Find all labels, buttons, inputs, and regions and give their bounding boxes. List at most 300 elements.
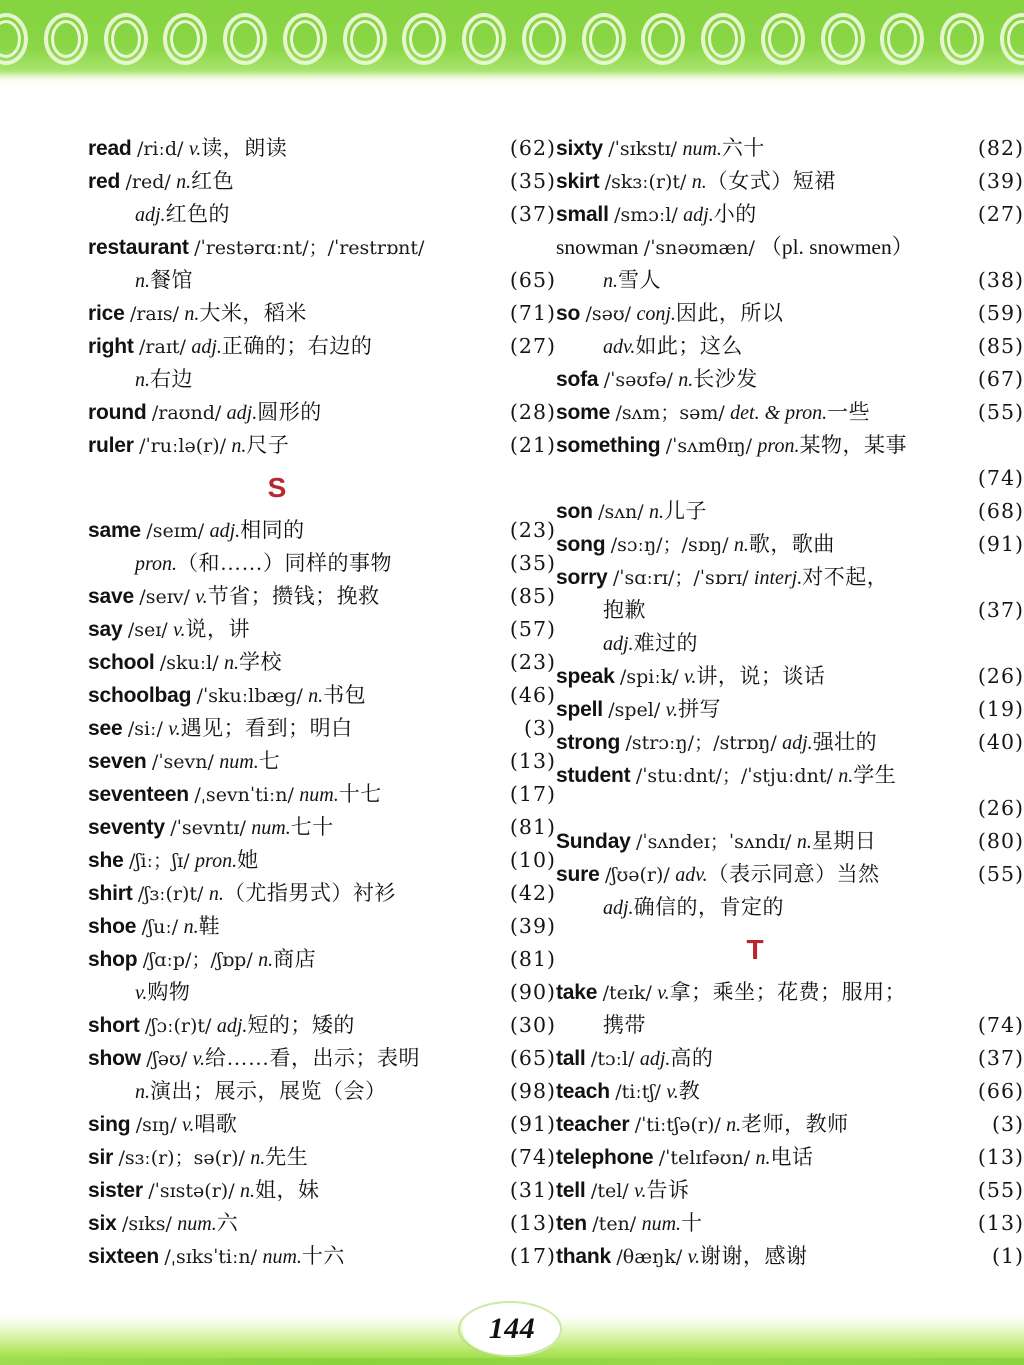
entry-pronunciation: /riːd/ bbox=[136, 138, 184, 160]
entry-part-of-speech: n. bbox=[176, 171, 192, 193]
entry-page-reference: (1) bbox=[991, 1244, 1024, 1268]
entry-definition: 教 bbox=[678, 1079, 701, 1103]
glossary-entry bbox=[556, 561, 1024, 594]
entry-pronunciation: /tel/ bbox=[590, 1180, 629, 1202]
entry-definition: 学校 bbox=[239, 650, 283, 674]
entry-headword: sister bbox=[88, 1179, 143, 1202]
entry-definition: 圆形的 bbox=[257, 400, 322, 424]
entry-page-reference: (74) bbox=[509, 1145, 556, 1169]
glossary-entry bbox=[88, 429, 556, 462]
entry-part-of-speech: n. bbox=[308, 685, 324, 707]
glossary-entry-continuation bbox=[556, 264, 1024, 297]
entry-definition: 右边 bbox=[150, 367, 193, 391]
entry-part-of-speech: n. bbox=[231, 435, 247, 457]
glossary-entry bbox=[88, 778, 556, 811]
entry-page-reference: (23) bbox=[509, 650, 556, 674]
entry-page-reference: (23) bbox=[509, 518, 556, 542]
entry-headword: seventeen bbox=[88, 783, 189, 806]
entry-page-reference: (13) bbox=[977, 1145, 1024, 1169]
glossary-entry-continuation bbox=[88, 264, 556, 297]
entry-definition: 老师，教师 bbox=[741, 1112, 849, 1136]
entry-part-of-speech: n. bbox=[239, 1180, 255, 1202]
ring-icon bbox=[223, 13, 267, 65]
entry-part-of-speech: n. bbox=[726, 1114, 742, 1136]
entry-page-reference: (39) bbox=[509, 914, 556, 938]
entry-headword: telephone bbox=[556, 1146, 654, 1169]
entry-page-reference: (65) bbox=[509, 268, 556, 292]
entry-page-reference: (17) bbox=[509, 1244, 556, 1268]
glossary-entry bbox=[556, 429, 1024, 462]
entry-definition: 讲，说；谈话 bbox=[696, 664, 826, 688]
entry-definition: 红色的 bbox=[165, 202, 231, 226]
entry-headword: student bbox=[556, 764, 631, 787]
entry-definition: 学生 bbox=[853, 763, 897, 787]
entry-definition: 强壮的 bbox=[812, 730, 878, 754]
entry-headword: short bbox=[88, 1014, 140, 1037]
entry-pronunciation: /ʃiː；ʃɪ/ bbox=[128, 850, 190, 872]
glossary-entry-continuation bbox=[556, 792, 1024, 825]
entry-headword: teacher bbox=[556, 1113, 630, 1136]
entry-definition: 确信的，肯定的 bbox=[633, 895, 785, 919]
entry-definition: 购物 bbox=[147, 980, 191, 1004]
entry-headword: tall bbox=[556, 1047, 586, 1070]
entry-headword: round bbox=[88, 401, 147, 424]
ring-icon bbox=[641, 13, 685, 65]
entry-part-of-speech: adv. bbox=[675, 864, 708, 886]
entry-pronunciation: /sɜː(r)；sə(r)/ bbox=[118, 1147, 245, 1169]
entry-page-reference: (62) bbox=[509, 136, 556, 160]
glossary-entry bbox=[556, 759, 1024, 792]
entry-page-reference: (27) bbox=[977, 202, 1024, 226]
entry-page-reference: (10) bbox=[509, 848, 556, 872]
entry-page-reference: (66) bbox=[977, 1079, 1024, 1103]
glossary-entry bbox=[556, 1240, 1024, 1273]
ring-icon bbox=[104, 13, 148, 65]
entry-part-of-speech: num. bbox=[177, 1213, 217, 1235]
entry-pronunciation: /smɔːl/ bbox=[614, 204, 678, 226]
entry-part-of-speech: pron. bbox=[757, 435, 800, 457]
entry-page-reference: (68) bbox=[977, 499, 1024, 523]
entry-definition: 难过的 bbox=[633, 631, 699, 655]
entry-page-reference: (85) bbox=[509, 584, 556, 608]
ring-icon bbox=[343, 13, 387, 65]
entry-page-reference: (26) bbox=[977, 664, 1024, 688]
entry-pronunciation: /ˌsɪksˈtiːn/ bbox=[164, 1246, 258, 1268]
glossary-entry-continuation bbox=[88, 1075, 556, 1108]
entry-definition: （尤指男式）衬衫 bbox=[223, 881, 396, 905]
entry-pronunciation: /raɪt/ bbox=[139, 336, 186, 358]
entry-definition: 说，讲 bbox=[185, 617, 250, 641]
entry-headword: same bbox=[88, 519, 141, 542]
entry-part-of-speech: adj. bbox=[135, 204, 166, 226]
entry-part-of-speech: adj. bbox=[603, 633, 634, 655]
entry-definition: 六十 bbox=[721, 136, 765, 160]
entry-definition: 七 bbox=[258, 749, 281, 773]
page-header-decoration bbox=[0, 0, 1024, 86]
entry-page-reference: (13) bbox=[509, 1211, 556, 1235]
entry-page-reference: (81) bbox=[509, 947, 556, 971]
entry-definition: 小的 bbox=[713, 202, 757, 226]
entry-headword: some bbox=[556, 401, 611, 424]
entry-pronunciation: /ˈsɑːrɪ/；/ˈsɒrɪ/ bbox=[612, 567, 749, 589]
entry-pronunciation: /tiːtʃ/ bbox=[615, 1081, 661, 1103]
entry-definition: 节省；攒钱；挽救 bbox=[207, 584, 380, 608]
entry-headword: song bbox=[556, 533, 606, 556]
entry-pronunciation: /seɪv/ bbox=[139, 586, 190, 608]
entry-page-reference: (19) bbox=[977, 697, 1024, 721]
entry-definition: 先生 bbox=[265, 1145, 309, 1169]
entry-headword: something bbox=[556, 434, 661, 457]
entry-headword: Sunday bbox=[556, 830, 631, 853]
entry-headword: strong bbox=[556, 731, 621, 754]
entry-definition: 十七 bbox=[338, 782, 382, 806]
glossary-entry bbox=[88, 1108, 556, 1141]
ring-icon bbox=[163, 13, 207, 65]
entry-headword: shop bbox=[88, 948, 138, 971]
glossary-entry bbox=[88, 132, 556, 165]
glossary-entry bbox=[88, 613, 556, 646]
entry-headword: six bbox=[88, 1212, 117, 1235]
ring-icon bbox=[940, 13, 984, 65]
ring-icon bbox=[1000, 13, 1024, 65]
entry-pronunciation: /spel/ bbox=[608, 699, 661, 721]
glossary-entry bbox=[556, 396, 1024, 429]
glossary-entry bbox=[88, 165, 556, 198]
entry-part-of-speech: n. bbox=[258, 949, 274, 971]
ring-icon bbox=[701, 13, 745, 65]
entry-part-of-speech: v. bbox=[634, 1180, 647, 1202]
ring-icon bbox=[462, 13, 506, 65]
ring-icon bbox=[880, 13, 924, 65]
entry-part-of-speech: n. bbox=[838, 765, 854, 787]
entry-part-of-speech: n. bbox=[183, 916, 199, 938]
entry-part-of-speech: v. bbox=[188, 138, 202, 160]
ring-icon bbox=[283, 13, 327, 65]
entry-headword: teach bbox=[556, 1080, 610, 1103]
entry-headword: say bbox=[88, 618, 123, 641]
entry-page-reference: (35) bbox=[509, 169, 556, 193]
glossary-entry bbox=[88, 1009, 556, 1042]
glossary-entry bbox=[88, 844, 556, 877]
glossary-entry bbox=[88, 943, 556, 976]
glossary-entry bbox=[88, 1141, 556, 1174]
entry-headword: school bbox=[88, 651, 155, 674]
glossary-entry-continuation bbox=[556, 594, 1024, 627]
glossary-entry bbox=[556, 528, 1024, 561]
entry-pronunciation: /tɔːl/ bbox=[590, 1048, 635, 1070]
entry-definition: 对不起， bbox=[802, 565, 889, 589]
entry-pronunciation: /ʃɑːp/；/ʃɒp/ bbox=[142, 949, 253, 971]
entry-part-of-speech: n. bbox=[135, 270, 150, 292]
entry-pronunciation: /seɪ/ bbox=[127, 619, 168, 641]
glossary-entry bbox=[88, 1207, 556, 1240]
entry-headword: snowman bbox=[556, 235, 639, 259]
entry-page-reference: (85) bbox=[977, 334, 1024, 358]
entry-headword: take bbox=[556, 981, 598, 1004]
page-number: 144 bbox=[488, 1312, 536, 1345]
entry-pronunciation: /ˌsevnˈtiːn/ bbox=[194, 784, 294, 806]
glossary-entry bbox=[556, 825, 1024, 858]
entry-page-reference: (39) bbox=[977, 169, 1024, 193]
glossary-column-right bbox=[556, 132, 1024, 1273]
glossary-entry bbox=[556, 132, 1024, 165]
entry-definition: 餐馆 bbox=[150, 268, 193, 292]
entry-part-of-speech: pron. bbox=[135, 553, 178, 575]
ring-icon bbox=[44, 13, 88, 65]
entry-pronunciation: /sʌm；səm/ bbox=[615, 402, 725, 424]
entry-page-reference: (38) bbox=[977, 268, 1024, 292]
glossary-entry bbox=[88, 646, 556, 679]
glossary-entry bbox=[556, 1207, 1024, 1240]
glossary-entry bbox=[556, 1108, 1024, 1141]
entry-pronunciation: /ʃəʊ/ bbox=[146, 1048, 188, 1070]
entry-part-of-speech: n. bbox=[250, 1147, 266, 1169]
entry-plural-note: （pl. snowmen） bbox=[760, 235, 914, 259]
glossary-entry bbox=[556, 660, 1024, 693]
ring-icon bbox=[582, 13, 626, 65]
entry-pronunciation: /θæŋk/ bbox=[616, 1246, 683, 1268]
glossary-columns bbox=[0, 132, 1024, 1273]
entry-page-reference: (3) bbox=[523, 716, 556, 740]
entry-definition: 十六 bbox=[301, 1244, 345, 1268]
entry-part-of-speech: v. bbox=[182, 1114, 195, 1136]
entry-definition: 鞋 bbox=[198, 914, 221, 938]
entry-definition: 歌，歌曲 bbox=[748, 532, 835, 556]
glossary-entry bbox=[556, 1174, 1024, 1207]
entry-part-of-speech: n. bbox=[224, 652, 240, 674]
entry-part-of-speech: v. bbox=[684, 666, 697, 688]
entry-definition: 读，朗读 bbox=[201, 136, 288, 160]
entry-page-reference: (59) bbox=[977, 301, 1024, 325]
entry-headword: son bbox=[556, 500, 593, 523]
entry-headword: schoolbag bbox=[88, 684, 192, 707]
entry-part-of-speech: num. bbox=[682, 138, 722, 160]
glossary-entry bbox=[88, 877, 556, 910]
ring-icon bbox=[0, 13, 28, 65]
entry-definition: 儿子 bbox=[664, 499, 708, 523]
entry-page-reference: (26) bbox=[977, 796, 1024, 820]
entry-page-reference: (55) bbox=[977, 1178, 1024, 1202]
entry-part-of-speech: n. bbox=[208, 883, 224, 905]
glossary-entry bbox=[88, 1042, 556, 1075]
entry-part-of-speech: n. bbox=[603, 270, 618, 292]
entry-page-reference: (98) bbox=[509, 1079, 556, 1103]
glossary-entry bbox=[88, 745, 556, 778]
entry-headword: sixty bbox=[556, 137, 603, 160]
entry-page-reference: (74) bbox=[977, 1013, 1024, 1037]
entry-definition: 六 bbox=[216, 1211, 239, 1235]
entry-definition: 商店 bbox=[273, 947, 317, 971]
entry-headword: tell bbox=[556, 1179, 586, 1202]
entry-pronunciation: /sɪŋ/ bbox=[135, 1114, 177, 1136]
entry-part-of-speech: v. bbox=[665, 699, 679, 721]
glossary-entry bbox=[556, 363, 1024, 396]
entry-pronunciation: /ʃɜː(r)t/ bbox=[137, 883, 204, 905]
entry-page-reference: (30) bbox=[509, 1013, 556, 1037]
entry-headword: save bbox=[88, 585, 134, 608]
glossary-entry bbox=[556, 165, 1024, 198]
entry-definition: 给……看，出示；表明 bbox=[205, 1046, 421, 1070]
entry-definition: （和……）同样的事物 bbox=[177, 551, 393, 575]
header-ring-pattern bbox=[0, 8, 1024, 70]
entry-definition: 如此；这么 bbox=[635, 334, 743, 358]
entry-pronunciation: /ˈsɪkstɪ/ bbox=[608, 138, 678, 160]
entry-page-reference: (27) bbox=[509, 334, 556, 358]
entry-definition: 因此，所以 bbox=[675, 301, 784, 325]
entry-part-of-speech: v. bbox=[168, 718, 181, 740]
entry-pronunciation: /ˈsevn/ bbox=[151, 751, 214, 773]
entry-pronunciation: /səʊ/ bbox=[585, 303, 632, 325]
entry-page-reference: (67) bbox=[977, 367, 1024, 391]
entry-definition: 拿；乘坐；花费；服用； bbox=[669, 980, 907, 1004]
entry-headword: sorry bbox=[556, 566, 608, 589]
entry-part-of-speech: adv. bbox=[603, 336, 636, 358]
glossary-entry bbox=[88, 330, 556, 363]
entry-part-of-speech: num. bbox=[219, 751, 259, 773]
glossary-entry bbox=[556, 976, 1024, 1009]
glossary-entry bbox=[556, 1141, 1024, 1174]
entry-page-reference: (35) bbox=[509, 551, 556, 575]
entry-page-reference: (55) bbox=[977, 400, 1024, 424]
entry-definition: 携带 bbox=[603, 1013, 646, 1037]
entry-part-of-speech: interj. bbox=[753, 567, 803, 589]
entry-part-of-speech: v. bbox=[173, 619, 186, 641]
glossary-entry bbox=[88, 1174, 556, 1207]
entry-part-of-speech: adj. bbox=[782, 732, 813, 754]
glossary-entry-continuation bbox=[556, 330, 1024, 363]
entry-part-of-speech: adj. bbox=[603, 897, 634, 919]
entry-headword: shoe bbox=[88, 915, 137, 938]
entry-part-of-speech: v. bbox=[195, 586, 208, 608]
entry-pronunciation: /ˈstuːdnt/；/ˈstjuːdnt/ bbox=[635, 765, 833, 787]
glossary-entry bbox=[88, 514, 556, 547]
entry-definition: 长沙发 bbox=[693, 367, 758, 391]
entry-headword: red bbox=[88, 170, 121, 193]
entry-page-reference: (42) bbox=[509, 881, 556, 905]
glossary-entry-continuation bbox=[88, 363, 556, 396]
entry-headword: show bbox=[88, 1047, 141, 1070]
entry-definition: 演出；展示，展览（会） bbox=[150, 1079, 387, 1103]
glossary-entry bbox=[556, 1042, 1024, 1075]
entry-pronunciation: /red/ bbox=[125, 171, 171, 193]
section-letter: S bbox=[267, 472, 287, 503]
entry-pronunciation: /ʃuː/ bbox=[141, 916, 179, 938]
entry-pronunciation: /spiːk/ bbox=[619, 666, 679, 688]
glossary-entry bbox=[88, 712, 556, 745]
glossary-entry bbox=[88, 396, 556, 429]
glossary-entry bbox=[556, 198, 1024, 231]
entry-part-of-speech: adj. bbox=[226, 402, 258, 424]
entry-definition: 书包 bbox=[323, 683, 367, 707]
glossary-entry-continuation bbox=[556, 462, 1024, 495]
entry-page-reference: (37) bbox=[977, 1046, 1024, 1070]
ring-icon bbox=[522, 13, 566, 65]
glossary-entry bbox=[88, 297, 556, 330]
glossary-column-left bbox=[88, 132, 556, 1273]
entry-pronunciation: /raʊnd/ bbox=[151, 402, 222, 424]
entry-definition: 尺子 bbox=[246, 433, 290, 457]
entry-pronunciation: /sʌn/ bbox=[598, 501, 644, 523]
entry-part-of-speech: v. bbox=[192, 1048, 206, 1070]
entry-part-of-speech: adj. bbox=[191, 336, 222, 358]
entry-pronunciation: /ˈrestərɑːnt/；/ˈrestrɒnt/ bbox=[194, 237, 425, 259]
entry-part-of-speech: adj. bbox=[683, 204, 714, 226]
glossary-entry bbox=[556, 231, 1024, 264]
entry-page-reference: (28) bbox=[509, 400, 556, 424]
entry-pronunciation: /raɪs/ bbox=[129, 303, 179, 325]
entry-page-reference: (55) bbox=[977, 862, 1024, 886]
entry-part-of-speech: n. bbox=[691, 171, 707, 193]
entry-page-reference: (90) bbox=[509, 980, 556, 1004]
entry-headword: see bbox=[88, 717, 123, 740]
entry-definition: 红色 bbox=[191, 169, 235, 193]
entry-definition: 姐，妹 bbox=[254, 1178, 320, 1202]
entry-definition: 某物，某事 bbox=[799, 433, 907, 457]
entry-headword: ruler bbox=[88, 434, 134, 457]
entry-pronunciation: /ten/ bbox=[592, 1213, 637, 1235]
glossary-entry-continuation bbox=[556, 627, 1024, 660]
glossary-entry-continuation bbox=[88, 976, 556, 1009]
entry-pronunciation: /ʃɔː(r)t/ bbox=[144, 1015, 212, 1037]
entry-part-of-speech: n. bbox=[135, 1081, 150, 1103]
glossary-entry bbox=[556, 726, 1024, 759]
entry-definition: 短的；矮的 bbox=[247, 1013, 355, 1037]
entry-headword: she bbox=[88, 849, 124, 872]
entry-page-reference: (71) bbox=[509, 301, 556, 325]
entry-page-reference: (57) bbox=[509, 617, 556, 641]
entry-definition: 谢谢，感谢 bbox=[700, 1244, 808, 1268]
entry-part-of-speech: v. bbox=[666, 1081, 679, 1103]
entry-headword: sir bbox=[88, 1146, 114, 1169]
glossary-entry bbox=[556, 693, 1024, 726]
entry-headword: so bbox=[556, 302, 581, 325]
glossary-entry bbox=[556, 297, 1024, 330]
entry-part-of-speech: adj. bbox=[216, 1015, 248, 1037]
entry-definition: 她 bbox=[237, 848, 259, 872]
entry-headword: sing bbox=[88, 1113, 131, 1136]
entry-definition: 高的 bbox=[670, 1046, 714, 1070]
entry-pronunciation: /ˈsʌmθɪŋ/ bbox=[665, 435, 753, 457]
entry-definition: 七十 bbox=[290, 815, 334, 839]
glossary-entry-continuation bbox=[556, 1009, 1024, 1042]
entry-definition: （女式）短裙 bbox=[706, 169, 836, 193]
entry-page-reference: (37) bbox=[977, 598, 1024, 622]
entry-page-reference: (31) bbox=[509, 1178, 556, 1202]
entry-pronunciation: /sɔːŋ/；/sɒŋ/ bbox=[610, 534, 729, 556]
entry-pronunciation: /teɪk/ bbox=[602, 982, 652, 1004]
entry-part-of-speech: v. bbox=[135, 982, 148, 1004]
page-number-badge bbox=[464, 1303, 560, 1355]
entry-headword: rice bbox=[88, 302, 125, 325]
entry-definition: 大米，稻米 bbox=[199, 301, 307, 325]
entry-part-of-speech: num. bbox=[262, 1246, 302, 1268]
entry-page-reference: (91) bbox=[977, 532, 1024, 556]
entry-part-of-speech: n. bbox=[733, 534, 749, 556]
glossary-entry bbox=[556, 495, 1024, 528]
entry-page-reference: (82) bbox=[977, 136, 1024, 160]
entry-part-of-speech: n. bbox=[755, 1147, 771, 1169]
entry-definition: 十 bbox=[681, 1211, 703, 1235]
entry-part-of-speech: n. bbox=[184, 303, 200, 325]
entry-page-reference: (21) bbox=[509, 433, 556, 457]
entry-headword: speak bbox=[556, 665, 615, 688]
entry-part-of-speech: num. bbox=[641, 1213, 682, 1235]
entry-headword: sofa bbox=[556, 368, 599, 391]
entry-part-of-speech: n. bbox=[135, 369, 150, 391]
glossary-entry bbox=[556, 858, 1024, 891]
entry-headword: restaurant bbox=[88, 236, 189, 259]
entry-part-of-speech: adj. bbox=[209, 520, 241, 542]
